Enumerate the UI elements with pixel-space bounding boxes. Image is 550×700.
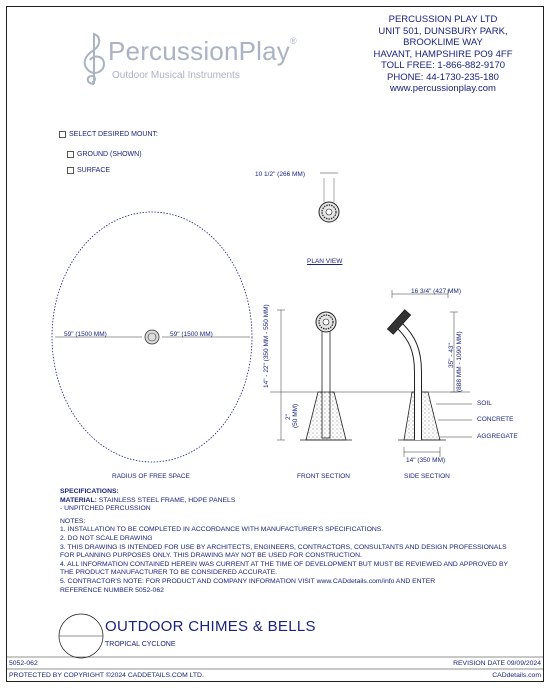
footing-width-label: 14" (350 MM) — [406, 457, 446, 464]
specs-material: MATERIAL: STAINLESS STEEL FRAME, HDPE PANELS — [60, 496, 236, 504]
note-line: THE PRODUCT MANUFACTURER TO BE CONSIDERED ACCURATE. — [60, 569, 278, 577]
company-line: HAVANT, HAMPSHIRE PO9 4FF — [373, 48, 513, 60]
mount-option-surface[interactable]: SURFACE — [67, 166, 110, 175]
company-line: www.percussionplay.com — [390, 83, 496, 94]
specs-heading: SPECIFICATIONS: — [60, 488, 119, 495]
specs-extra: - UNPITCHED PERCUSSION — [60, 505, 151, 513]
note-line: 3. THIS DRAWING IS INTENDED FOR USE BY ARCHITECTS, ENGINEERS, CONTRACTORS, CONSULTANTS AND DESIGN PROFESSIONALS — [60, 543, 507, 551]
copyright: PROTECTED BY COPYRIGHT ©2024 CADDETAILS.COM LTD. — [9, 672, 204, 679]
note-line: 4. ALL INFORMATION CONTAINED HEREIN WAS CURRENT AT THE TIME OF DEVELOPMENT BUT MUST BE REVIEWED AND APPROVED BY — [60, 560, 509, 568]
drawing-subtitle: TROPICAL CYCLONE — [105, 641, 176, 648]
note-line: 5. CONTRACTOR'S NOTE: FOR PRODUCT AND COMPANY INFORMATION VISIT www.CADdetails.com/info AND ENTER — [60, 577, 436, 585]
logo-tagline: Outdoor Musical Instruments — [112, 70, 240, 81]
mount-option-ground[interactable]: GROUND (SHOWN) — [67, 150, 142, 159]
notes-heading: NOTES: — [60, 517, 86, 525]
company-line: BROOKLIME WAY — [403, 37, 483, 48]
radius-left-label: 59" (1500 MM) — [64, 331, 107, 338]
callout-aggregate: AGGREGATE — [477, 433, 518, 440]
embed-depth-label: 2" — [285, 414, 292, 420]
company-line: UNIT 501, DUNSBURY PARK, — [378, 25, 508, 37]
front-section-label: FRONT SECTION — [297, 473, 350, 480]
chime-top-small — [145, 330, 159, 344]
specifications-and-notes — [60, 488, 508, 595]
revision-date: REVISION DATE 09/09/2024 — [453, 660, 541, 667]
reference-number: 5052-062 — [9, 660, 38, 667]
front-footing — [306, 392, 346, 440]
callout-soil: SOIL — [477, 400, 492, 407]
plan-width-label: 10 1/2" (266 MM) — [255, 171, 305, 178]
side-height-label: 35" - 43" — [448, 343, 455, 368]
radius-right-label: 59" (1500 MM) — [170, 331, 213, 338]
side-section-label: SIDE SECTION — [404, 473, 450, 480]
note-line: 1. INSTALLATION TO BE COMPLETED IN ACCORDANCE WITH MANUFACTURER'S SPECIFICATIONS. — [60, 526, 384, 534]
height-range-label: 14" - 22" (350 MM - 550 MM) — [263, 304, 270, 388]
note-line: FOR PLANNING PURPOSES ONLY. THIS DRAWING MAY NOT BE USED FOR CONSTRUCTION. — [60, 552, 362, 560]
callout-concrete: CONCRETE — [477, 416, 514, 423]
company-line: PHONE: 44-1730-235-180 — [387, 71, 499, 83]
side-offset-label: 16 3/4" (427 MM) — [411, 288, 461, 295]
note-line: REFERENCE NUMBER 5052-062 — [60, 586, 164, 594]
plan-view-label: PLAN VIEW — [307, 258, 343, 265]
drawing-title: OUTDOOR CHIMES & BELLS — [105, 618, 316, 635]
logo-name: PercussionPlay® — [108, 36, 297, 66]
mount-heading: SELECT DESIRED MOUNT: — [59, 130, 158, 139]
company-line: PERCUSSION PLAY LTD — [388, 14, 498, 25]
caddetails-brand[interactable]: CADdetails.com — [492, 672, 541, 679]
side-height-mm-label: (888 MM - 1090 MM) — [456, 331, 463, 392]
embed-depth-mm-label: (50 MM) — [292, 403, 299, 428]
company-line: TOLL FREE: 1-866-882-9170 — [380, 60, 506, 71]
radius-view-label: RADIUS OF FREE SPACE — [112, 473, 190, 480]
note-line: 2. DO NOT SCALE DRAWING — [60, 534, 153, 542]
